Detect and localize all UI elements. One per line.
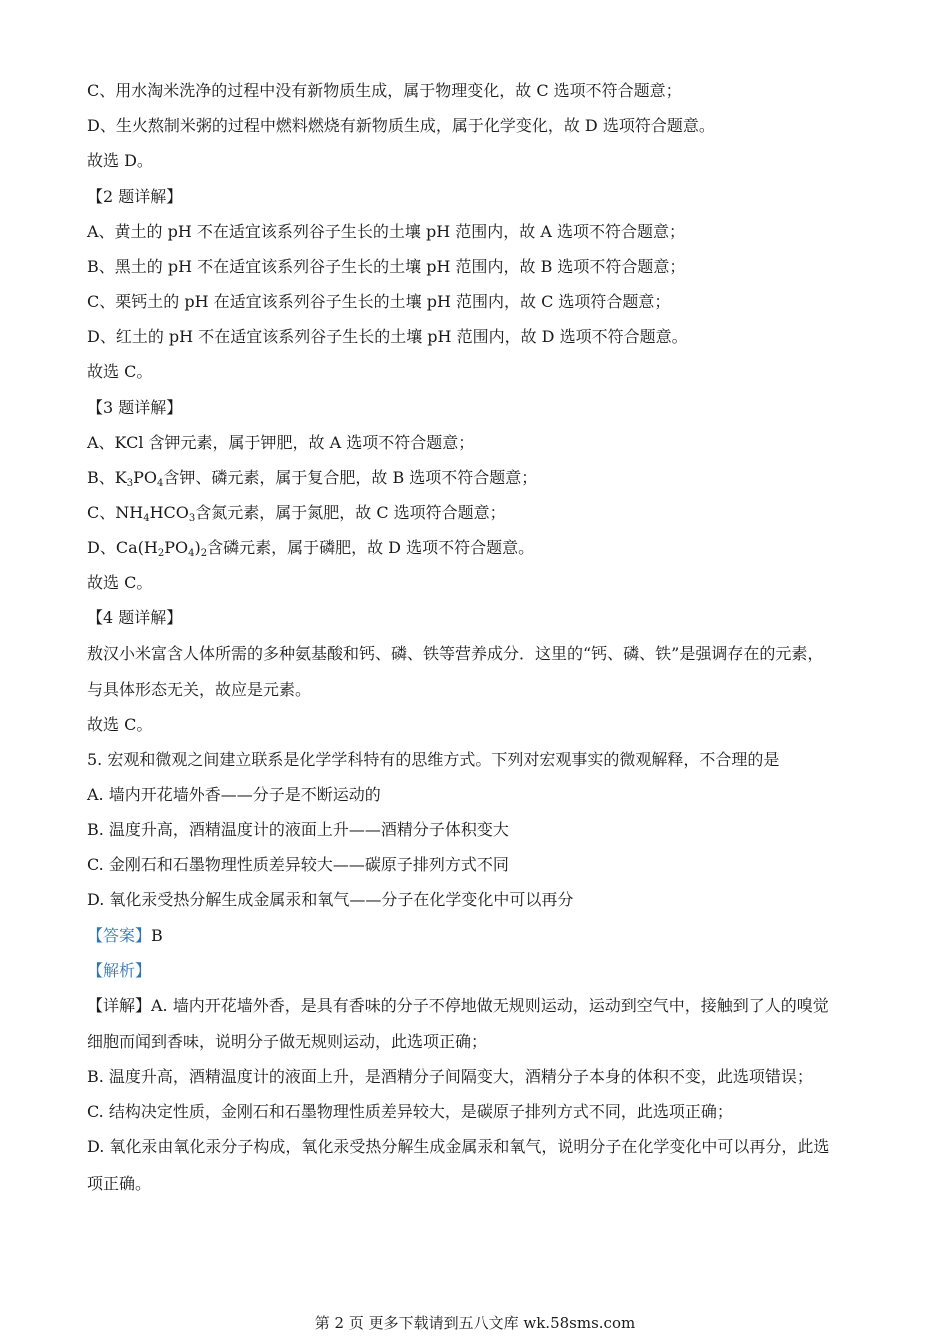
subscript: 3 [188, 513, 196, 524]
section-heading: 【3 题详解】 [87, 398, 183, 417]
paragraph: 敖汉小米富含人体所需的多种氨基酸和钙、磷、铁等营养成分．这里的“钙、磷、铁”是强调存在的元素， [87, 644, 824, 663]
paragraph: C、栗钙土的 pH 在适宜该系列谷子生长的土壤 pH 范围内，故 C 选项符合题意； [87, 292, 671, 311]
question-stem: 5. 宏观和微观之间建立联系是化学学科特有的思维方式。下列对宏观事实的微观解释，不合理的是 [87, 750, 780, 769]
paragraph: C、用水淘米洗净的过程中没有新物质生成，属于物理变化，故 C 选项不符合题意； [87, 81, 682, 100]
paragraph-formula-nh4hco3 [87, 502, 910, 524]
analysis-label: 【解析】 [87, 961, 152, 980]
paragraph: D、红土的 pH 不在适宜该系列谷子生长的土壤 pH 范围内，故 D 选项不符合题意。 [87, 327, 688, 346]
formula-rest: 含磷元素，属于磷肥，故 D 选项不符合题意。 [207, 538, 535, 557]
option-a: A. 墙内开花墙外香——分子是不断运动的 [87, 785, 381, 804]
answer-line [87, 925, 910, 947]
option-d: D. 氧化汞受热分解生成金属汞和氧气——分子在化学变化中可以再分 [87, 890, 574, 909]
subscript: 3 [126, 478, 134, 489]
subscript: 4 [156, 478, 164, 489]
paragraph: B. 温度升高，酒精温度计的液面上升，是酒精分子间隔变大，酒精分子本身的体积不变，此选项错误； [87, 1067, 813, 1086]
option-c: C. 金刚石和石墨物理性质差异较大——碳原子排列方式不同 [87, 855, 509, 874]
paragraph: 细胞而闻到香味，说明分子做无规则运动，此选项正确； [87, 1032, 488, 1051]
paragraph: 【详解】A. 墙内开花墙外香，是具有香味的分子不停地做无规则运动，运动到空气中，接触到了人的嗅觉 [87, 996, 829, 1015]
paragraph-formula-cah2po42 [87, 537, 910, 559]
page-footer: 第 2 页 更多下载请到五八文库 wk.58sms.com [314, 1314, 636, 1332]
paragraph: D. 氧化汞由氧化汞分子构成，氧化汞受热分解生成金属汞和氧气，说明分子在化学变化中可以再分，此选 [87, 1137, 830, 1156]
paragraph: 故选 C。 [87, 362, 153, 381]
subscript: 2 [200, 548, 208, 559]
paragraph: 故选 C。 [87, 715, 153, 734]
paragraph: C. 结构决定性质，金刚石和石墨物理性质差异较大，是碳原子排列方式不同，此选项正确； [87, 1102, 733, 1121]
paragraph: D、生火熬制米粥的过程中燃料燃烧有新物质生成，属于化学变化，故 D 选项符合题意。 [87, 116, 715, 135]
formula-prefix: D、Ca(H [87, 538, 158, 557]
formula-part: PO [133, 468, 157, 487]
formula-part: HCO [149, 503, 189, 522]
formula-rest: 含氮元素，属于氮肥，故 C 选项符合题意； [195, 503, 506, 522]
answer-label: 【答案】 [87, 926, 152, 945]
section-heading: 【4 题详解】 [87, 608, 183, 627]
paragraph: 故选 C。 [87, 573, 153, 592]
section-heading: 【2 题详解】 [87, 187, 183, 206]
formula-part: PO [164, 538, 189, 557]
formula-prefix: C、NH [87, 503, 144, 522]
paragraph-formula-k3po4 [87, 467, 910, 489]
paragraph: B、黑土的 pH 不在适宜该系列谷子生长的土壤 pH 范围内，故 B 选项不符合题意； [87, 257, 686, 276]
option-b: B. 温度升高，酒精温度计的液面上升——酒精分子体积变大 [87, 820, 509, 839]
subscript: 4 [143, 513, 150, 524]
paragraph: A、KCl 含钾元素，属于钾肥，故 A 选项不符合题意； [87, 433, 475, 452]
paragraph: 与具体形态无关，故应是元素。 [87, 680, 312, 699]
paragraph: A、黄土的 pH 不在适宜该系列谷子生长的土壤 pH 范围内，故 A 选项不符合题意； [87, 222, 686, 241]
paragraph: 故选 D。 [87, 151, 153, 170]
formula-prefix: B、K [87, 468, 127, 487]
paragraph: 项正确。 [87, 1174, 152, 1193]
answer-value: B [151, 926, 163, 945]
subscript: 2 [157, 548, 165, 559]
formula-rest: 含钾、磷元素，属于复合肥，故 B 选项不符合题意； [163, 468, 538, 487]
subscript: 4 [188, 548, 195, 559]
formula-part: ) [194, 538, 201, 557]
